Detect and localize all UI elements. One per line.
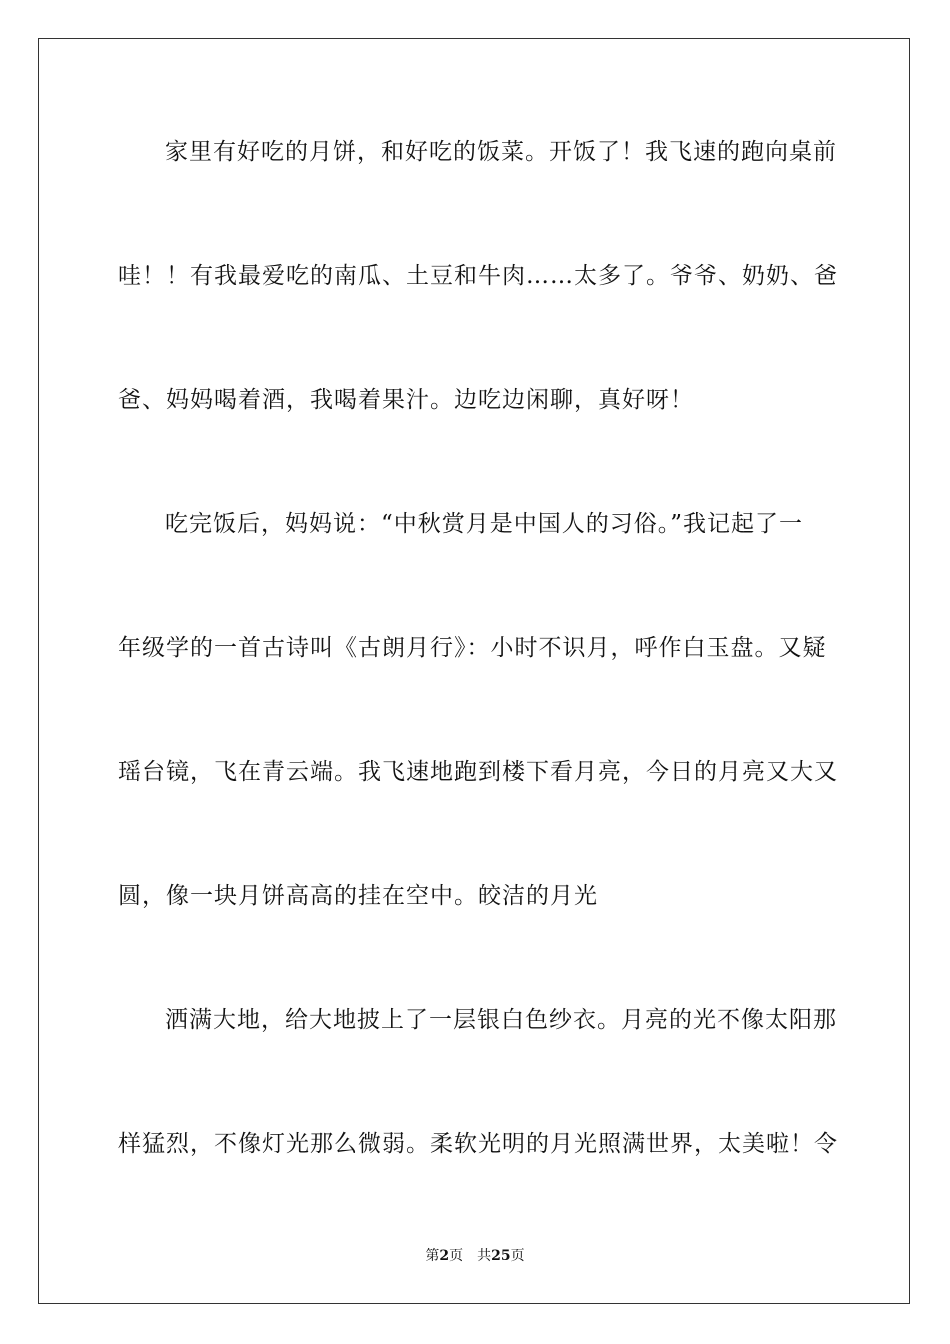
paragraph-line-3: 爸、妈妈喝着酒，我喝着果汁。边吃边闲聊，真好呀！ bbox=[118, 387, 694, 413]
paragraph-line-9: 样猛烈，不像灯光那么微弱。柔软光明的月光照满世界，太美啦！令 bbox=[118, 1131, 838, 1157]
footer-page-suffix: 页 bbox=[449, 1248, 464, 1264]
paragraph-line-6: 瑶台镜，飞在青云端。我飞速地跑到楼下看月亮，今日的月亮又大又 bbox=[118, 759, 838, 785]
paragraph-line-8: 洒满大地，给大地披上了一层银白色纱衣。月亮的光不像太阳那 bbox=[165, 1007, 837, 1033]
paragraph-line-2: 哇！！有我最爱吃的南瓜、土豆和牛肉……太多了。爷爷、奶奶、爸 bbox=[118, 263, 838, 289]
paragraph-line-4: 吃完饭后，妈妈说：“中秋赏月是中国人的习俗。”我记起了一 bbox=[165, 511, 804, 537]
paragraph-line-1: 家里有好吃的月饼，和好吃的饭菜。开饭了！我飞速的跑向桌前 bbox=[165, 139, 837, 165]
footer-total-suffix: 页 bbox=[510, 1248, 525, 1264]
footer-page-number: 2 bbox=[439, 1248, 450, 1264]
page-border bbox=[38, 38, 910, 1304]
footer-total-pages: 25 bbox=[491, 1248, 511, 1264]
footer-total-prefix: 共 bbox=[477, 1248, 492, 1264]
paragraph-line-7: 圆，像一块月饼高高的挂在空中。皎洁的月光 bbox=[118, 883, 598, 909]
page-footer bbox=[0, 1247, 950, 1265]
footer-page-prefix: 第 bbox=[425, 1248, 440, 1264]
paragraph-line-5: 年级学的一首古诗叫《古朗月行》：小时不识月，呼作白玉盘。又疑 bbox=[118, 635, 827, 661]
